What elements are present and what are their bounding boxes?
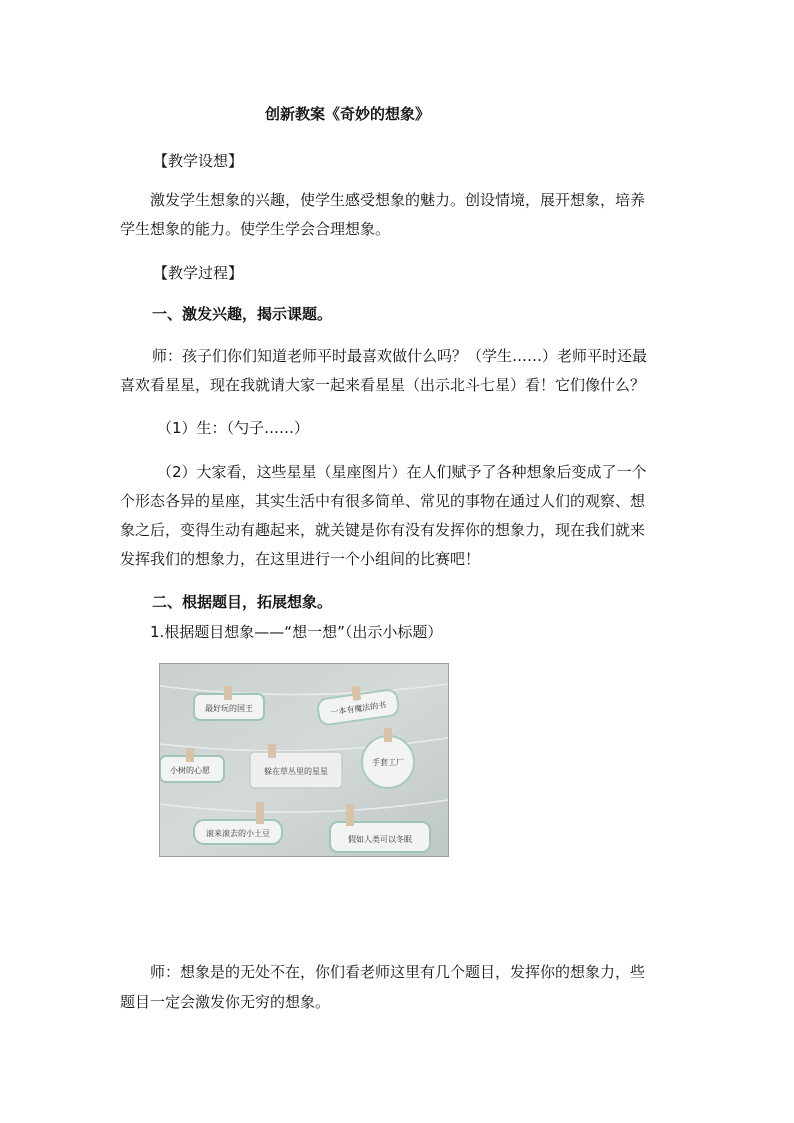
design-heading: 【教学设想】 <box>153 152 244 170</box>
paragraph2-line: 发挥我们的想象力，在这里进行一个小组间的比赛吧！ <box>120 550 481 568</box>
paragraph2-line: （2）大家看，这些星星（星座图片）在人们赋予了各种想象后变成了一个 <box>157 463 647 481</box>
photo-card-label: 假如人类可以冬眠 <box>348 835 412 844</box>
subitem-1: 1.根据题目想象——“想一想”（出示小标题） <box>150 623 443 641</box>
design-paragraph-line: 学生想象的能力。使学生学会合理想象。 <box>120 220 391 238</box>
teacher-paragraph-line: 喜欢看星星，现在我就请大家一起来看星星（出示北斗七星）看！它们像什么？ <box>120 376 646 394</box>
document-title: 创新教案《奇妙的想象》 <box>265 105 431 123</box>
photo-card-label: 最好玩的国王 <box>205 704 253 713</box>
photo-card-label: 滚来滚去的小土豆 <box>206 829 270 838</box>
teacher-paragraph3-line: 题目一定会激发你无穷的想象。 <box>120 993 331 1011</box>
part1-heading: 一、激发兴趣，揭示课题。 <box>152 305 333 323</box>
student-answer-line: （1）生：（勺子……） <box>157 419 310 437</box>
teacher-paragraph-line: 师：孩子们你们知道老师平时最喜欢做什么吗？（学生……）老师平时还最 <box>152 347 648 365</box>
photo-card-label: 手套工厂 <box>372 758 404 767</box>
teacher-paragraph3-line: 师：想象是的无处不在，你们看老师这里有几个题目，发挥你的想象力，些 <box>150 963 646 981</box>
paragraph2-line: 个形态各异的星座，其实生活中有很多简单、常见的事物在通过人们的观察、想 <box>120 492 646 510</box>
design-paragraph-line: 激发学生想象的兴趣，使学生感受想象的魅力。创设情境，展开想象，培养 <box>150 191 646 209</box>
photo-card-label: 一本有魔法的书 <box>330 700 387 718</box>
photo-card-label: 躲在草丛里的星星 <box>264 767 328 776</box>
paragraph2-line: 象之后，变得生动有趣起来，就关键是你有没有发挥你的想象力，现在我们就来 <box>120 521 646 539</box>
part2-heading: 二、根据题目，拓展想象。 <box>152 593 333 611</box>
process-heading: 【教学过程】 <box>153 264 244 282</box>
topic-cards-photo <box>159 663 449 857</box>
photo-card-label: 小树的心愿 <box>170 766 210 775</box>
